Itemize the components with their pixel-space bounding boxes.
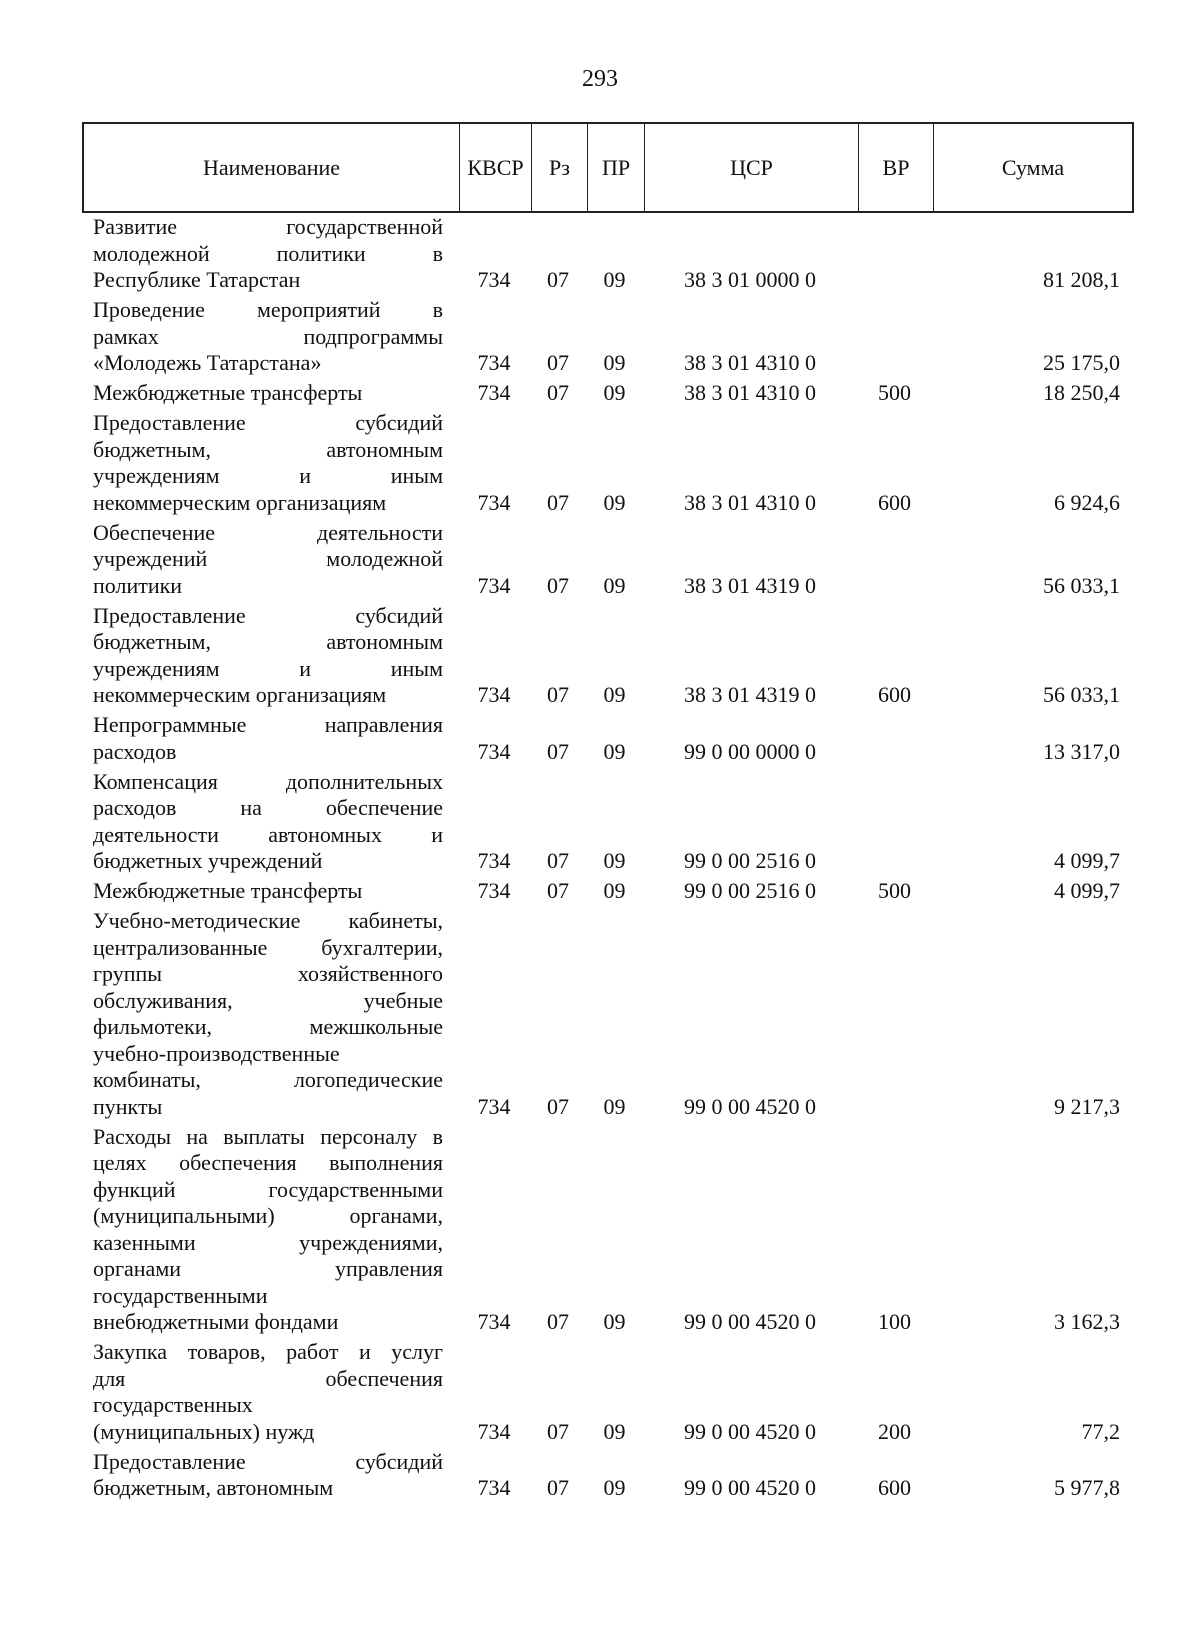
- table-row: [82, 380, 1134, 410]
- row-kvsr: 734: [477, 1309, 511, 1334]
- row-name-line: пункты: [93, 1093, 163, 1119]
- header-pr: ПР: [588, 124, 645, 211]
- row-name-line: расходов на обеспечение: [93, 795, 443, 820]
- table-row: [82, 1449, 1134, 1506]
- table-row: [82, 908, 1134, 1124]
- table-row: [82, 603, 1134, 713]
- row-name-line: (муниципальными) органами,: [93, 1203, 443, 1228]
- row-pr: 09: [603, 1418, 626, 1444]
- row-name: [82, 380, 458, 407]
- header-name: Наименование: [84, 124, 460, 211]
- row-name-line: для обеспечения: [93, 1365, 443, 1391]
- row-name: [82, 214, 458, 294]
- row-name-line: (муниципальных) нужд: [93, 1418, 315, 1444]
- row-sum: 9 217,3: [1054, 1093, 1120, 1119]
- row-name-line: расходов: [93, 738, 177, 764]
- row-pr: 09: [603, 350, 626, 375]
- row-name-line: централизованные бухгалтерии,: [93, 934, 443, 960]
- row-vr: 200: [878, 1418, 911, 1444]
- row-kvsr: 734: [477, 1418, 511, 1444]
- table-row: [82, 520, 1134, 603]
- row-name-line: казенными учреждениями,: [93, 1229, 443, 1255]
- row-pr: 09: [603, 1309, 626, 1334]
- row-rz: 07: [547, 380, 569, 405]
- row-name: [82, 1124, 458, 1336]
- row-name-line: Учебно-методические кабинеты,: [93, 908, 443, 933]
- row-sum: 56 033,1: [1043, 682, 1120, 707]
- row-rz: 07: [547, 267, 569, 292]
- row-name: [82, 520, 458, 600]
- row-name-line: государственными: [93, 1282, 268, 1308]
- table-header: [82, 122, 1134, 213]
- row-rz: 07: [547, 848, 569, 873]
- row-vr: 100: [878, 1309, 911, 1334]
- row-name-line: Расходы на выплаты персоналу в: [93, 1123, 443, 1149]
- row-rz: 07: [547, 878, 569, 903]
- row-kvsr: 734: [477, 350, 511, 375]
- row-name: [82, 908, 458, 1120]
- row-csr: 38 3 01 4310 0: [684, 380, 816, 405]
- row-name-line: внебюджетными фондами: [93, 1309, 339, 1334]
- row-pr: 09: [603, 878, 626, 903]
- row-sum: 25 175,0: [1043, 350, 1120, 375]
- row-name-line: органами управления: [93, 1256, 443, 1281]
- row-sum: 18 250,4: [1043, 380, 1120, 405]
- row-name-line: Предоставление субсидий: [93, 602, 443, 628]
- row-csr: 38 3 01 4310 0: [684, 350, 816, 375]
- row-name-line: Межбюджетные трансферты: [93, 380, 363, 405]
- table-row: [82, 214, 1134, 297]
- row-name: [82, 1449, 458, 1502]
- header-csr: ЦСР: [645, 124, 859, 211]
- row-name-line: учреждений молодежной: [93, 546, 443, 571]
- row-name-line: бюджетным, автономным: [93, 436, 443, 462]
- row-csr: 38 3 01 4319 0: [684, 682, 816, 707]
- row-kvsr: 734: [477, 878, 511, 903]
- row-name-line: Предоставление субсидий: [93, 410, 443, 435]
- row-csr: 99 0 00 4520 0: [684, 1475, 816, 1500]
- row-kvsr: 734: [477, 267, 511, 292]
- header-kvsr: КВСР: [460, 124, 532, 211]
- row-name-line: молодежной политики в: [93, 240, 443, 266]
- header-vr: ВР: [859, 124, 934, 211]
- row-name-line: Обеспечение деятельности: [93, 519, 443, 545]
- row-kvsr: 734: [477, 682, 511, 707]
- row-name: [82, 769, 458, 875]
- row-pr: 09: [603, 848, 626, 873]
- table-row: [82, 410, 1134, 520]
- row-rz: 07: [547, 1093, 569, 1119]
- row-sum: 4 099,7: [1054, 848, 1120, 873]
- row-name: [82, 712, 458, 765]
- row-kvsr: 734: [477, 848, 511, 873]
- row-kvsr: 734: [477, 1093, 511, 1119]
- row-name-line: Межбюджетные трансферты: [93, 878, 363, 903]
- row-name-line: Предоставление субсидий: [93, 1448, 443, 1474]
- row-name-line: фильмотеки, межшкольные: [93, 1014, 443, 1039]
- row-name: [82, 603, 458, 709]
- row-name-line: некоммерческим организациям: [93, 489, 387, 515]
- row-name-line: бюджетных учреждений: [93, 848, 323, 873]
- row-name-line: Закупка товаров, работ и услуг: [93, 1339, 443, 1364]
- row-name-line: Республике Татарстан: [93, 267, 301, 292]
- row-vr: 600: [878, 489, 911, 515]
- row-name-line: учреждениям и иным: [93, 655, 443, 681]
- row-kvsr: 734: [477, 1475, 511, 1500]
- row-csr: 99 0 00 2516 0: [684, 848, 816, 873]
- row-name-line: государственных: [93, 1392, 253, 1417]
- row-sum: 3 162,3: [1054, 1309, 1120, 1334]
- row-rz: 07: [547, 1418, 569, 1444]
- row-name-line: бюджетным, автономным: [93, 1475, 334, 1500]
- row-rz: 07: [547, 682, 569, 707]
- row-kvsr: 734: [477, 738, 511, 764]
- row-kvsr: 734: [477, 572, 511, 598]
- table-body: [82, 214, 1134, 1505]
- row-name-line: функций государственными: [93, 1176, 443, 1202]
- row-vr: 500: [878, 380, 911, 405]
- row-name-line: обслуживания, учебные: [93, 987, 443, 1013]
- row-rz: 07: [547, 1475, 569, 1500]
- table-row: [82, 878, 1134, 908]
- row-sum: 56 033,1: [1043, 572, 1120, 598]
- table-row: [82, 297, 1134, 380]
- row-csr: 99 0 00 2516 0: [684, 878, 816, 903]
- row-pr: 09: [603, 572, 626, 598]
- header-rz: Рз: [532, 124, 588, 211]
- header-sum: Сумма: [1001, 154, 1065, 180]
- row-name-line: бюджетным, автономным: [93, 629, 443, 654]
- row-name: [82, 878, 458, 905]
- table-row: [82, 712, 1134, 769]
- row-rz: 07: [547, 350, 569, 375]
- row-pr: 09: [603, 380, 626, 405]
- row-pr: 09: [603, 1093, 626, 1119]
- row-sum: 81 208,1: [1043, 267, 1120, 292]
- row-kvsr: 734: [477, 380, 511, 405]
- table-row: [82, 769, 1134, 879]
- row-name-line: некоммерческим организациям: [93, 682, 387, 707]
- row-name-line: комбинаты, логопедические: [93, 1067, 443, 1092]
- row-name-line: Проведение мероприятий в: [93, 297, 443, 322]
- row-pr: 09: [603, 738, 626, 764]
- row-name: [82, 297, 458, 377]
- row-name: [82, 410, 458, 516]
- row-name-line: Непрограммные направления: [93, 712, 443, 737]
- row-kvsr: 734: [477, 489, 511, 515]
- row-sum: 6 924,6: [1054, 489, 1120, 515]
- row-csr: 99 0 00 0000 0: [684, 738, 816, 764]
- row-csr: 99 0 00 4520 0: [684, 1418, 816, 1444]
- row-name-line: учебно-производственные: [93, 1040, 340, 1066]
- row-csr: 38 3 01 0000 0: [684, 267, 816, 292]
- row-name-line: Компенсация дополнительных: [93, 768, 443, 794]
- row-pr: 09: [603, 1475, 626, 1500]
- page-number: 293: [582, 66, 618, 92]
- row-rz: 07: [547, 738, 569, 764]
- row-csr: 99 0 00 4520 0: [684, 1309, 816, 1334]
- row-sum: 4 099,7: [1054, 878, 1120, 903]
- row-pr: 09: [603, 489, 626, 515]
- row-csr: 38 3 01 4310 0: [684, 489, 816, 515]
- row-sum: 5 977,8: [1054, 1475, 1120, 1500]
- row-name-line: учреждениям и иным: [93, 463, 443, 488]
- row-pr: 09: [603, 682, 626, 707]
- row-rz: 07: [547, 572, 569, 598]
- row-rz: 07: [547, 489, 569, 515]
- row-rz: 07: [547, 1309, 569, 1334]
- row-name-line: политики: [93, 572, 183, 598]
- row-csr: 38 3 01 4319 0: [684, 572, 816, 598]
- table-row: [82, 1124, 1134, 1340]
- table-row: [82, 1339, 1134, 1449]
- row-name-line: деятельности автономных и: [93, 821, 443, 847]
- row-sum: 77,2: [1081, 1418, 1120, 1444]
- row-name-line: «Молодежь Татарстана»: [93, 350, 322, 375]
- row-sum: 13 317,0: [1043, 738, 1120, 764]
- row-name: [82, 1339, 458, 1445]
- row-csr: 99 0 00 4520 0: [684, 1093, 816, 1119]
- row-name-line: Развитие государственной: [93, 214, 443, 239]
- row-pr: 09: [603, 267, 626, 292]
- row-vr: 600: [878, 682, 911, 707]
- row-name-line: группы хозяйственного: [93, 961, 443, 986]
- row-name-line: рамках подпрограммы: [93, 323, 443, 349]
- row-name-line: целях обеспечения выполнения: [93, 1150, 443, 1175]
- row-vr: 500: [878, 878, 911, 903]
- row-vr: 600: [878, 1475, 911, 1500]
